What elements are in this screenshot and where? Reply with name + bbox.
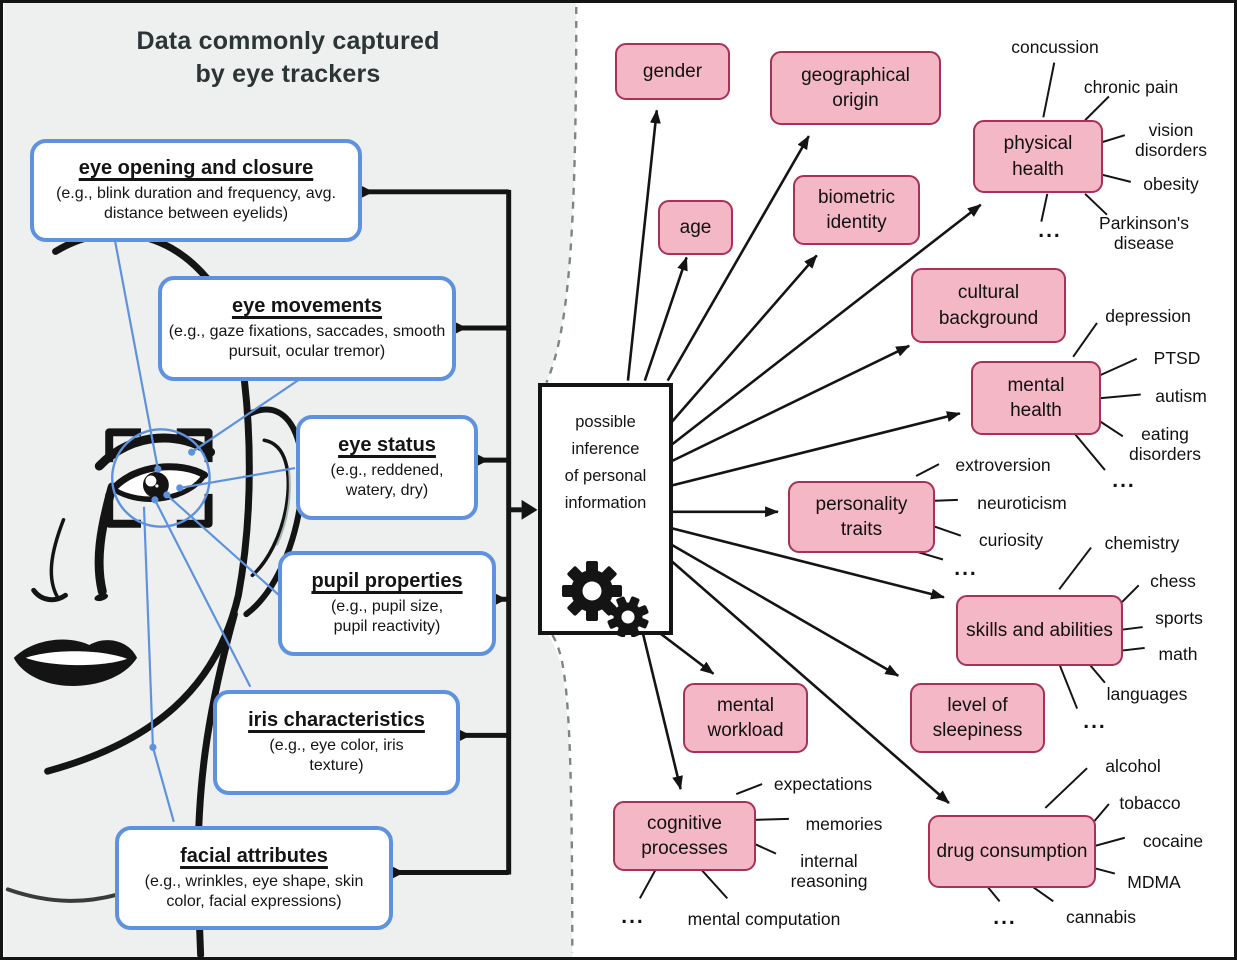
satellite-ellipsis: ... <box>993 905 1017 929</box>
gears-icon <box>552 557 652 637</box>
node-cultural-background: cultural background <box>911 268 1066 343</box>
figure-title <box>58 25 518 90</box>
satellite-depression: depression <box>1105 305 1191 326</box>
box-heading: iris characteristics <box>248 709 425 731</box>
center-text-line: possible <box>575 413 636 431</box>
satellite-chronic-pain: chronic pain <box>1083 76 1179 97</box>
box-eye-opening-closure <box>30 139 362 242</box>
box-detail: (e.g., blink duration and frequency, avg. distance between eyelids) <box>56 185 336 222</box>
node-cognitive-processes: cognitive processes <box>613 801 756 871</box>
node-personality-traits: personality traits <box>788 481 935 553</box>
box-detail: (e.g., eye color, iris texture) <box>269 737 404 774</box>
satellite-expectations: expectations <box>773 773 873 794</box>
satellite-ellipsis: ... <box>954 556 978 580</box>
satellite-vision-disorders: vision disorders <box>1135 119 1207 160</box>
box-heading: pupil properties <box>311 570 463 592</box>
node-drug-consumption: drug consumption <box>928 815 1096 888</box>
node-mental-health: mental health <box>971 361 1101 435</box>
box-detail: (e.g., wrinkles, eye shape, skin color, facial expressions) <box>144 872 364 910</box>
satellite-curiosity: curiosity <box>978 529 1044 550</box>
satellite-ellipsis: ... <box>1112 468 1136 492</box>
box-eye-status <box>296 415 478 520</box>
satellite-chemistry: chemistry <box>1104 532 1180 553</box>
title-line-1: Data commonly captured <box>136 27 440 55</box>
title-line-2: by eye trackers <box>195 59 381 88</box>
box-detail: (e.g., reddened, watery, dry) <box>330 462 444 499</box>
node-level-of-sleepiness: level of sleepiness <box>910 683 1045 753</box>
satellite-parkinsons-disease: Parkinson's disease <box>1099 212 1189 253</box>
node-biometric-identity: biometric identity <box>793 175 920 245</box>
satellite-extroversion: extroversion <box>955 454 1051 475</box>
box-heading: eye opening and closure <box>78 157 314 179</box>
node-physical-health: physical health <box>973 120 1103 193</box>
box-detail: (e.g., pupil size, pupil reactivity) <box>330 598 444 635</box>
center-inference-box <box>538 383 673 635</box>
satellite-ellipsis: ... <box>1038 218 1062 242</box>
satellite-cannabis: cannabis <box>1065 906 1137 927</box>
box-pupil-properties <box>278 551 496 656</box>
node-mental-workload: mental workload <box>683 683 808 753</box>
satellite-concussion: concussion <box>1011 36 1099 57</box>
center-text-line: of personal <box>564 467 647 485</box>
satellite-autism: autism <box>1155 385 1207 406</box>
box-facial-attributes <box>115 826 393 930</box>
satellite-tobacco: tobacco <box>1119 792 1181 813</box>
satellite-ptsd: PTSD <box>1153 347 1201 368</box>
box-detail: (e.g., gaze fixations, saccades, smooth pursuit, ocular tremor) <box>168 323 446 360</box>
box-heading: eye movements <box>231 295 383 317</box>
center-text-line: information <box>564 494 647 512</box>
satellite-eating-disorders: eating disorders <box>1129 423 1201 464</box>
node-age: age <box>658 200 733 255</box>
center-text-line: inference <box>571 440 640 458</box>
node-skills-and-abilities: skills and abilities <box>956 595 1123 666</box>
satellite-neuroticism: neuroticism <box>977 492 1067 513</box>
box-iris-characteristics <box>213 690 460 795</box>
node-geographical-origin: geographical origin <box>770 51 941 125</box>
box-heading: facial attributes <box>180 844 328 867</box>
satellite-cocaine: cocaine <box>1142 830 1204 851</box>
satellite-math: math <box>1158 643 1198 664</box>
node-gender: gender <box>615 43 730 100</box>
satellite-chess: chess <box>1150 570 1196 591</box>
box-eye-movements <box>158 276 456 381</box>
satellite-internal-reasoning: internal reasoning <box>790 850 868 891</box>
box-heading: eye status <box>338 434 436 456</box>
satellite-obesity: obesity <box>1143 173 1199 194</box>
satellite-sports: sports <box>1155 607 1203 628</box>
satellite-ellipsis: ... <box>1083 709 1107 733</box>
satellite-mdma: MDMA <box>1127 871 1181 892</box>
satellite-memories: memories <box>805 813 883 834</box>
satellite-alcohol: alcohol <box>1105 755 1161 776</box>
satellite-languages: languages <box>1106 683 1188 704</box>
satellite-mental-computation: mental computation <box>687 908 841 929</box>
satellite-ellipsis: ... <box>621 904 645 928</box>
